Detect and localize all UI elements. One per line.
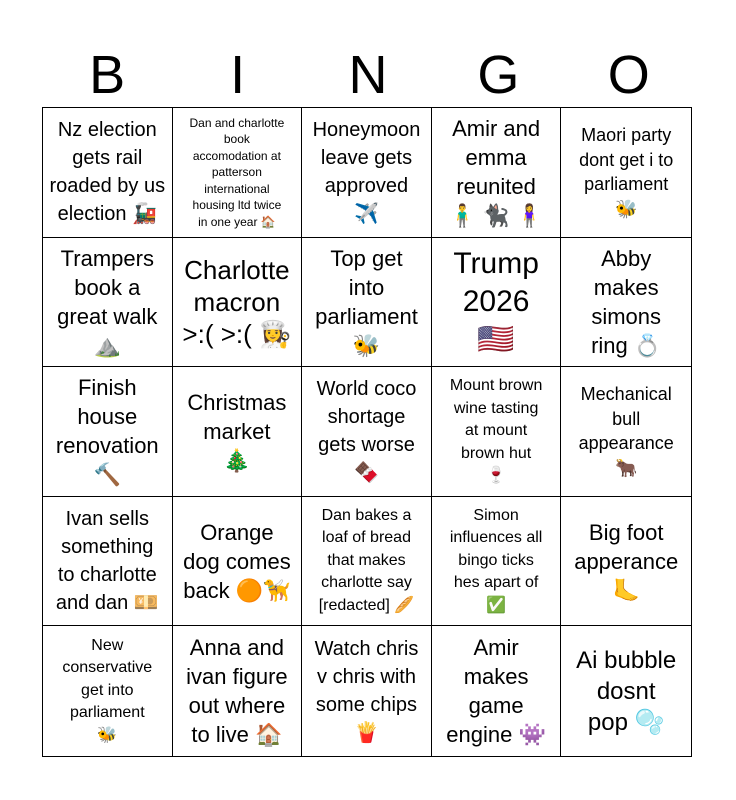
cell-text: Top get into parliament 🐝: [315, 245, 418, 358]
cell-text: Amir makes game engine 👾: [446, 635, 546, 748]
bingo-cell[interactable]: [561, 108, 691, 238]
header-letter-b: B: [89, 45, 126, 105]
bingo-cell[interactable]: [432, 626, 562, 756]
bingo-cell[interactable]: [173, 497, 303, 627]
cell-text: Trampers book a great walk ⛰️: [57, 245, 158, 358]
bingo-cell[interactable]: [302, 367, 432, 497]
cell-text: Maori party dont get i to parliament 🐝: [579, 125, 674, 219]
cell-text: Trump 2026 🇺🇸: [453, 246, 539, 356]
bingo-cell[interactable]: [561, 497, 691, 627]
cell-text: Dan bakes a loaf of bread that makes charlotte say [redacted] 🥖: [318, 506, 415, 614]
bingo-cell[interactable]: [561, 626, 691, 756]
bingo-cell[interactable]: [43, 497, 173, 627]
bingo-cell[interactable]: [43, 626, 173, 756]
header-letter-n: N: [348, 45, 388, 105]
header-letter-i: I: [230, 45, 246, 105]
cell-text: Orange dog comes back 🟠🦮: [183, 519, 291, 603]
bingo-cell[interactable]: [173, 238, 303, 368]
cell-text: Dan and charlotte book accomodation at patterson international housing ltd twice in one year 🏠: [189, 115, 285, 229]
cell-text: World coco shortage gets worse 🍫: [316, 378, 417, 485]
cell-text: Finish house renovation 🔨: [55, 375, 159, 488]
bingo-cell[interactable]: [302, 108, 432, 238]
cell-text: Nz election gets rail roaded by us election 🚂: [49, 119, 166, 226]
bingo-cell[interactable]: [43, 367, 173, 497]
bingo-cell[interactable]: [561, 367, 691, 497]
bingo-cell[interactable]: [432, 497, 562, 627]
cell-text: Mount brown wine tasting at mount brown hut 🍷: [449, 377, 543, 485]
bingo-cell[interactable]: [302, 626, 432, 756]
cell-text: Christmas market 🎄: [187, 389, 287, 473]
cell-text: Ai bubble dosnt pop 🫧: [576, 646, 677, 736]
bingo-cell[interactable]: [43, 108, 173, 238]
cell-text: Charlotte macron >:( >:( 👩‍🍳: [182, 254, 292, 349]
cell-text: Mechanical bull appearance 🐂: [578, 384, 674, 478]
cell-text: Big foot apperance 🦶: [574, 519, 679, 603]
bingo-cell[interactable]: [432, 367, 562, 497]
cell-text: Ivan sells something to charlotte and dan 💴: [55, 508, 159, 615]
bingo-card: [42, 107, 692, 757]
bingo-cell[interactable]: [43, 238, 173, 368]
bingo-cell[interactable]: [432, 238, 562, 368]
cell-text: Abby makes simons ring 💍: [591, 245, 662, 358]
cell-text: New conservative get into parliament 🐝: [62, 636, 153, 744]
bingo-cell[interactable]: [302, 238, 432, 368]
bingo-cell[interactable]: [561, 238, 691, 368]
header-letter-g: G: [477, 45, 520, 105]
cell-text: Anna and ivan figure out where to live 🏠: [186, 635, 288, 748]
cell-text: Simon influences all bingo ticks hes apart of ✅: [449, 506, 543, 614]
bingo-header: [42, 40, 694, 110]
bingo-cell[interactable]: [173, 626, 303, 756]
header-letter-o: O: [607, 45, 650, 105]
cell-text: Amir and emma reunited 🧍‍♂️ 🐈‍⬛ 🧍‍♀️: [448, 116, 544, 229]
bingo-cell[interactable]: [432, 108, 562, 238]
bingo-cell[interactable]: [173, 367, 303, 497]
bingo-cell[interactable]: [302, 497, 432, 627]
cell-text: Watch chris v chris with some chips 🍟: [314, 638, 419, 745]
cell-text: Honeymoon leave gets approved ✈️: [312, 119, 421, 226]
bingo-cell[interactable]: [173, 108, 303, 238]
